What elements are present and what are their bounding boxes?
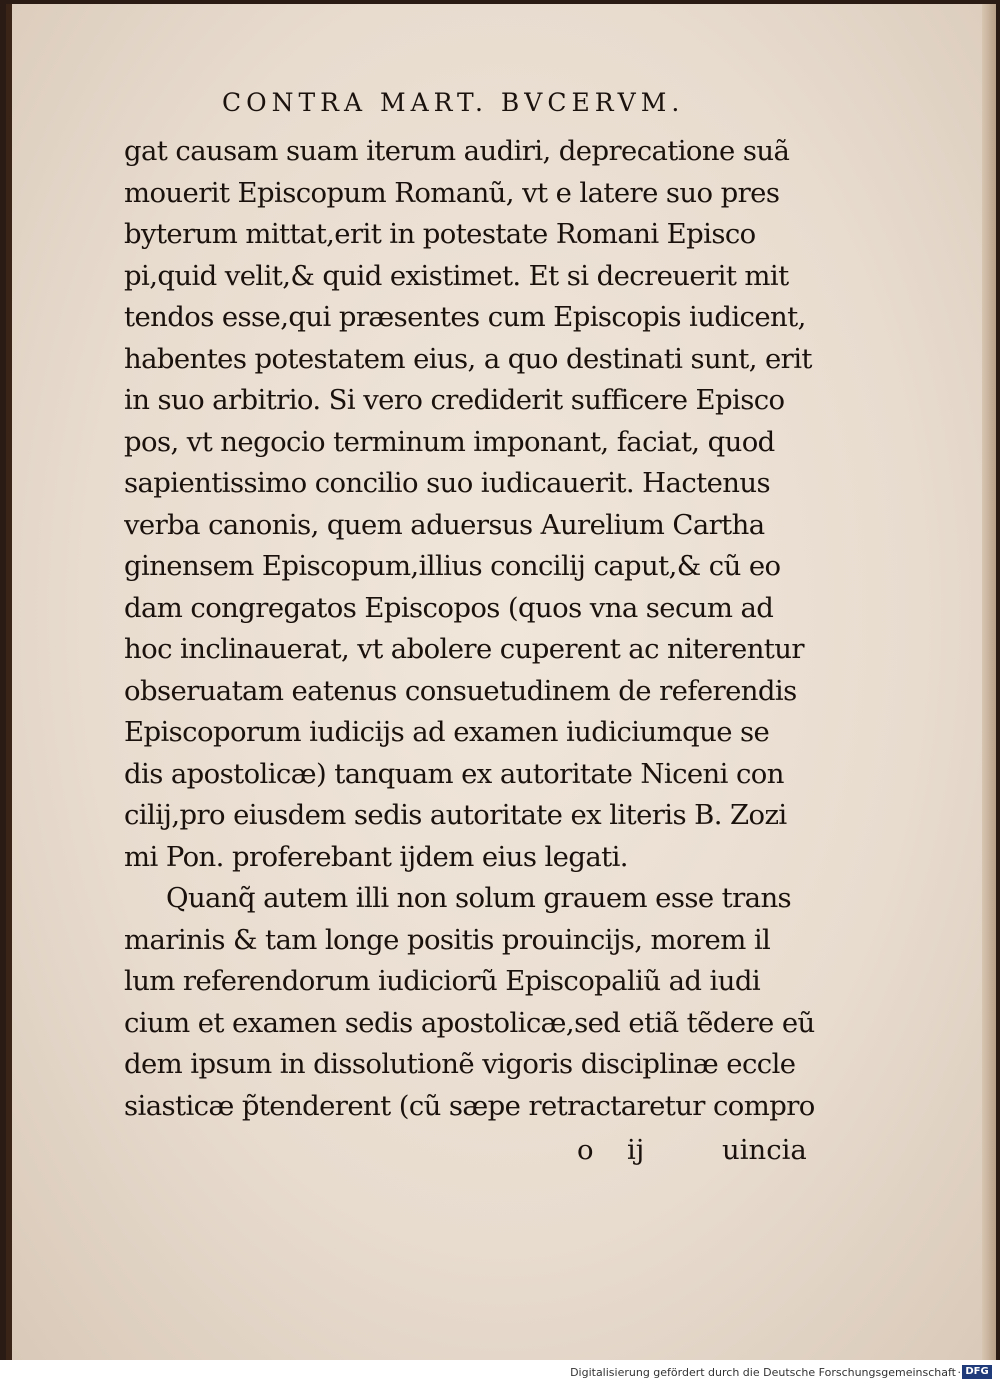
text-line: dis apostolicæ) tanquam ex autoritate Niceni con — [124, 757, 784, 790]
text-line: in suo arbitrio. Si vero crediderit sufficere Episco — [124, 384, 785, 416]
text-line: verba canonis, quem aduersus Aurelium Cartha — [124, 508, 765, 541]
text-line: hoc inclinauerat, vt abolere cuperent ac niterentur — [124, 633, 804, 665]
text-line: Quanq̃ autem illi non solum grauem esse trans — [166, 882, 792, 914]
text-line: ginensem Episcopum,illius concilij caput,& cũ eo — [124, 550, 781, 582]
text-line: pi,quid velit,& quid existimet. Et si decreuerit mit — [124, 259, 789, 292]
page-edge — [982, 4, 996, 1360]
text-line: tendos esse,qui præsentes cum Episcopis iudicent, — [124, 301, 806, 333]
text-line: habentes potestatem eius, a quo destinati sunt, erit — [124, 342, 812, 375]
text-line: dem ipsum in dissolutionẽ vigoris disciplinæ eccle — [124, 1048, 796, 1080]
text-line: cilij,pro eiusdem sedis autoritate ex literis B. Zozi — [124, 799, 787, 831]
signature-line — [572, 1134, 872, 1176]
text-line: byterum mittat,erit in potestate Romani Episco — [124, 218, 756, 250]
footer-separator: · — [957, 1366, 961, 1379]
text-line: mi Pon. proferebant ijdem eius legati. — [124, 840, 628, 873]
dfg-logo: DFG — [962, 1365, 992, 1379]
text-block — [124, 131, 854, 1127]
text-line: Episcoporum iudicijs ad examen iudiciumque se — [124, 716, 770, 748]
text-line: siasticæ p̃tenderent (cũ sæpe retractaretur compro — [124, 1089, 815, 1122]
text-line: gat causam suam iterum audiri, deprecatione suã — [124, 135, 790, 167]
funding-credit: Digitalisierung gefördert durch die Deutsche Forschungsgemeinschaft — [570, 1366, 956, 1379]
book-page — [6, 4, 996, 1360]
signature-mark: o — [577, 1134, 594, 1166]
text-line: marinis & tam longe positis prouincijs, morem il — [124, 923, 771, 956]
text-line: sapientissimo concilio suo iudicauerit. Hactenus — [124, 467, 771, 499]
footer-bar — [0, 1360, 1000, 1386]
text-line: pos, vt negocio terminum imponant, faciat, quod — [124, 425, 775, 458]
running-head: CONTRA MART. BVCERVM. — [222, 88, 685, 117]
text-line: obseruatam eatenus consuetudinem de referendis — [124, 674, 797, 707]
text-line: lum referendorum iudiciorũ Episcopaliũ ad iudi — [124, 965, 761, 997]
catchword: uincia — [722, 1134, 807, 1166]
text-line: mouerit Episcopum Romanũ, vt e latere suo pres — [124, 176, 780, 209]
text-line: cium et examen sedis apostolicæ,sed etiã tẽdere eũ — [124, 1006, 815, 1039]
text-line: dam congregatos Episcopos (quos vna secum ad — [124, 591, 774, 624]
signature-number: ij — [627, 1134, 645, 1166]
